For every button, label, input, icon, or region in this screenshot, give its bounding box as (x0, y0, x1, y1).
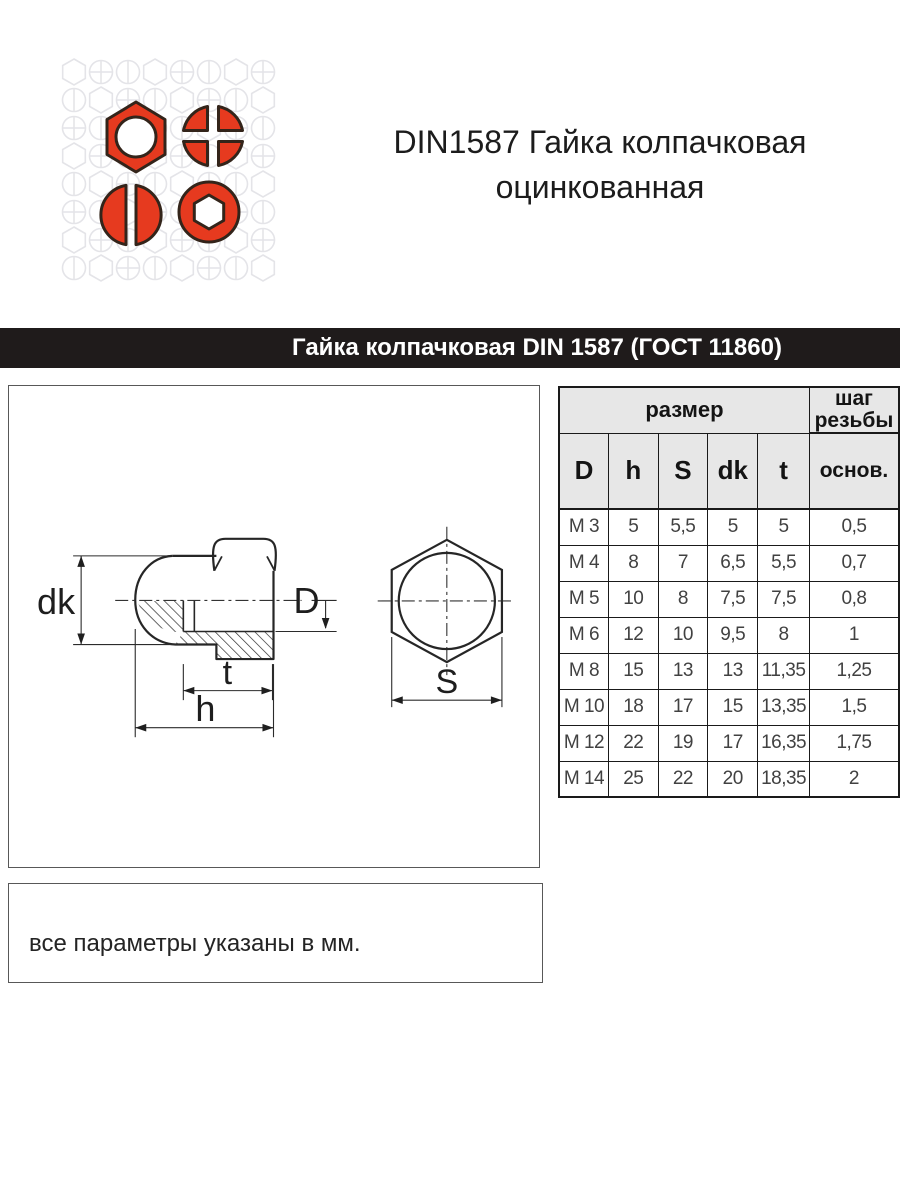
value-cell-S: 7 (658, 545, 708, 581)
value-cell-pitch: 1,75 (809, 725, 899, 761)
spec-table (558, 386, 900, 798)
value-cell-t: 5 (758, 509, 810, 545)
value-cell-h: 5 (609, 509, 659, 545)
pitch-header-line2: резьбы (814, 409, 894, 432)
value-cell-pitch: 1 (809, 617, 899, 653)
product-title-line2: оцинкованная (495, 169, 705, 205)
value-cell-dk: 13 (708, 653, 758, 689)
value-cell-t: 7,5 (758, 581, 810, 617)
table-row (559, 653, 899, 689)
thread-hole-lines (183, 600, 273, 631)
table-group-header-row (559, 387, 899, 433)
value-cell-t: 13,35 (758, 689, 810, 725)
value-cell-S: 19 (658, 725, 708, 761)
value-cell-h: 18 (609, 689, 659, 725)
cap-nut-drawing (9, 386, 539, 867)
table-column-header-row (559, 433, 899, 509)
col-header-S: S (658, 433, 708, 509)
label-S: S (435, 663, 459, 702)
section-hatch-strip (175, 632, 273, 645)
product-title (250, 120, 900, 210)
value-cell-pitch: 0,8 (809, 581, 899, 617)
col-header-t: t (758, 433, 810, 509)
size-cell: M 6 (559, 617, 609, 653)
logo-hex-nut-icon (107, 102, 165, 172)
note-box (8, 883, 543, 983)
table-row (559, 545, 899, 581)
col-header-pitch: основ. (809, 433, 899, 509)
logo-phillips-icon (184, 107, 243, 166)
label-dk: dk (37, 580, 76, 622)
value-cell-t: 5,5 (758, 545, 810, 581)
value-cell-dk: 9,5 (708, 617, 758, 653)
value-cell-t: 18,35 (758, 761, 810, 797)
table-row (559, 581, 899, 617)
size-cell: M 4 (559, 545, 609, 581)
table-row (559, 509, 899, 545)
value-cell-dk: 17 (708, 725, 758, 761)
value-cell-S: 5,5 (658, 509, 708, 545)
value-cell-h: 15 (609, 653, 659, 689)
value-cell-dk: 6,5 (708, 545, 758, 581)
value-cell-t: 16,35 (758, 725, 810, 761)
value-cell-pitch: 1,25 (809, 653, 899, 689)
note-text: все параметры указаны в мм. (29, 930, 361, 957)
value-cell-h: 10 (609, 581, 659, 617)
size-cell: M 14 (559, 761, 609, 797)
size-cell: M 3 (559, 509, 609, 545)
value-cell-t: 11,35 (758, 653, 810, 689)
table-row (559, 761, 899, 797)
product-title-line1: DIN1587 Гайка колпачковая (393, 124, 807, 160)
size-cell: M 8 (559, 653, 609, 689)
pitch-header-line1: шаг (835, 387, 873, 410)
table-row (559, 617, 899, 653)
col-header-h: h (609, 433, 659, 509)
label-t: t (222, 654, 233, 693)
value-cell-S: 22 (658, 761, 708, 797)
value-cell-S: 10 (658, 617, 708, 653)
value-cell-pitch: 2 (809, 761, 899, 797)
technical-drawing-panel (8, 385, 540, 868)
value-cell-dk: 7,5 (708, 581, 758, 617)
value-cell-t: 8 (758, 617, 810, 653)
value-cell-h: 8 (609, 545, 659, 581)
value-cell-S: 8 (658, 581, 708, 617)
value-cell-h: 22 (609, 725, 659, 761)
section-banner-text: Гайка колпачковая DIN 1587 (ГОСТ 11860) (292, 334, 782, 361)
logo-pattern (63, 59, 275, 281)
section-banner (0, 328, 900, 368)
label-h: h (195, 688, 216, 730)
table-row (559, 725, 899, 761)
value-cell-dk: 20 (708, 761, 758, 797)
value-cell-S: 17 (658, 689, 708, 725)
value-cell-pitch: 0,5 (809, 509, 899, 545)
value-cell-pitch: 0,7 (809, 545, 899, 581)
label-D: D (293, 579, 320, 621)
spec-table-wrap (558, 386, 900, 798)
logo-hex-socket-icon (179, 182, 239, 242)
size-group-header: размер (559, 387, 809, 433)
value-cell-S: 13 (658, 653, 708, 689)
value-cell-h: 12 (609, 617, 659, 653)
col-header-D: D (559, 433, 609, 509)
size-cell: M 12 (559, 725, 609, 761)
size-cell: M 10 (559, 689, 609, 725)
value-cell-dk: 15 (708, 689, 758, 725)
value-cell-pitch: 1,5 (809, 689, 899, 725)
value-cell-dk: 5 (708, 509, 758, 545)
col-header-dk: dk (708, 433, 758, 509)
value-cell-h: 25 (609, 761, 659, 797)
size-cell: M 5 (559, 581, 609, 617)
table-row (559, 689, 899, 725)
pitch-group-header (809, 387, 899, 433)
spec-table-body (559, 387, 899, 797)
dimension-arrows (77, 556, 502, 732)
